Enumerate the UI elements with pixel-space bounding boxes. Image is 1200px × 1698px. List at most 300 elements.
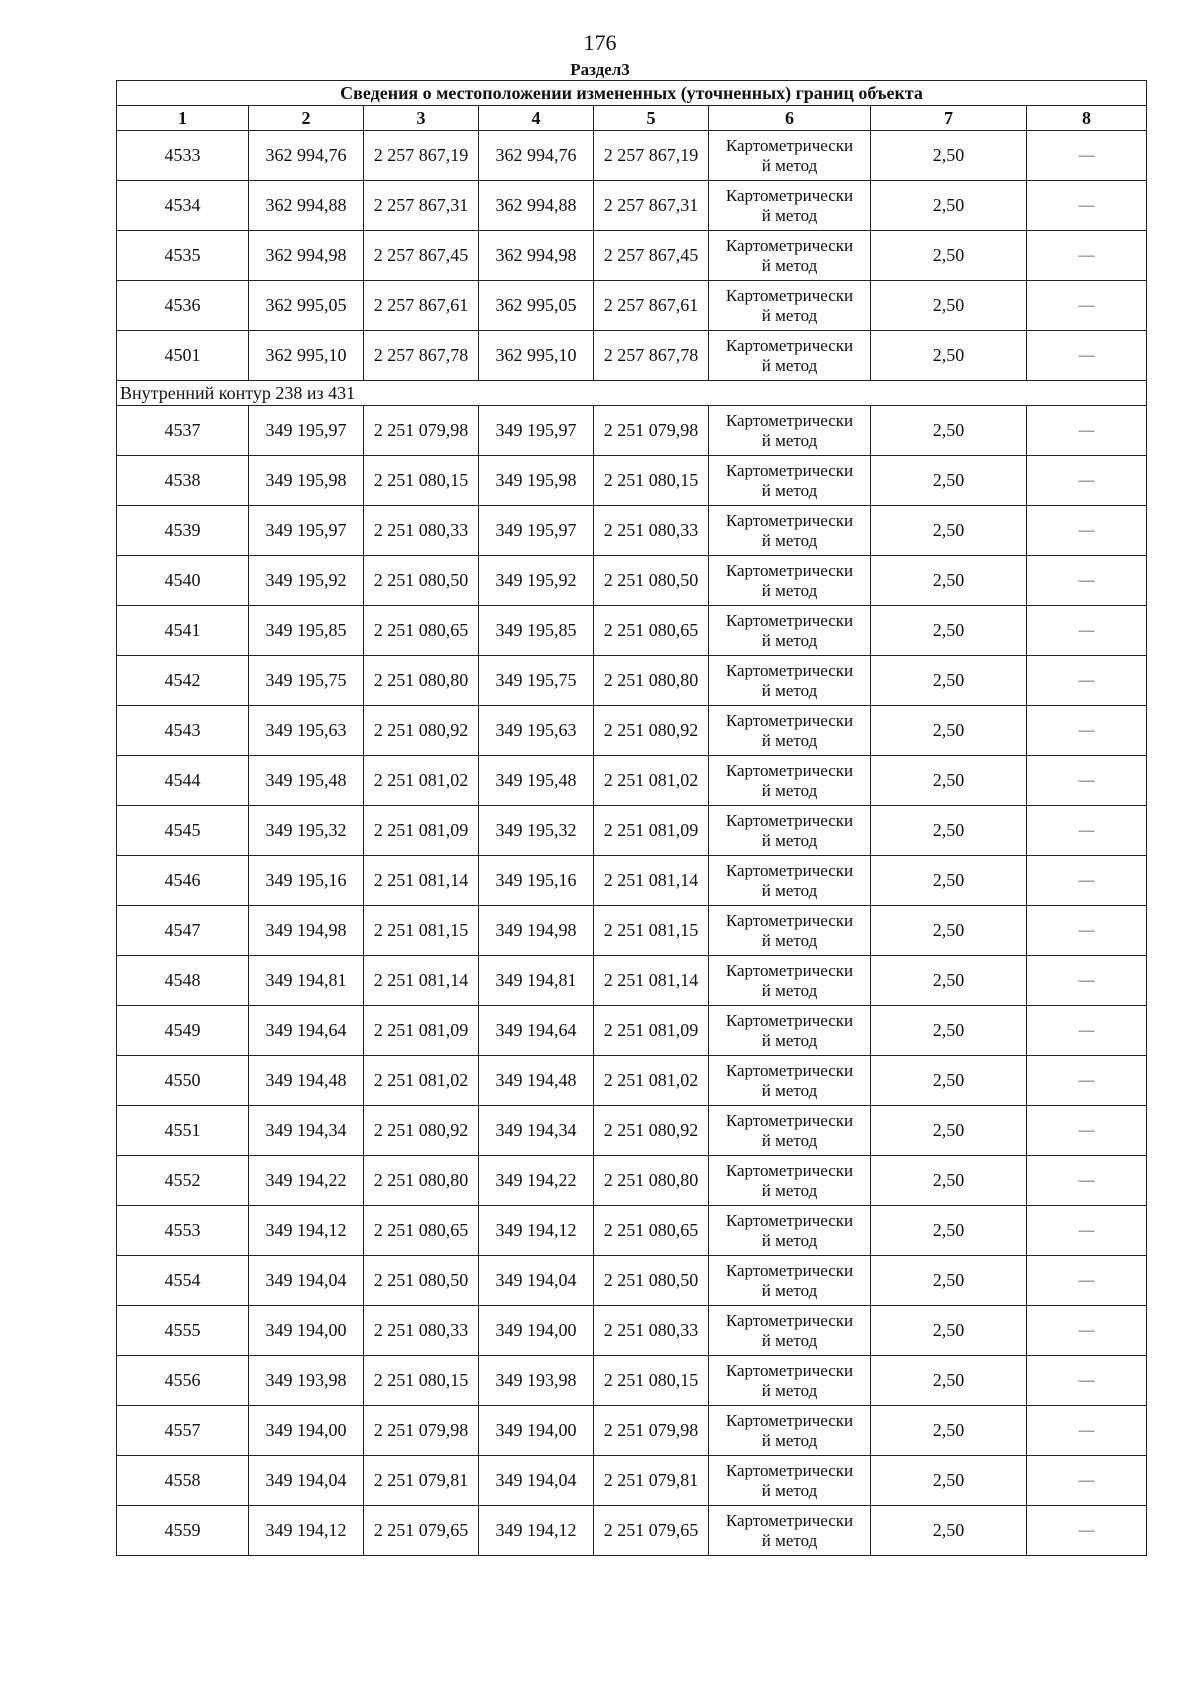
existing-x-cell: 349 194,48 xyxy=(249,1056,364,1106)
refined-x-cell: 349 195,85 xyxy=(479,606,594,656)
refined-y-cell: 2 257 867,31 xyxy=(594,181,709,231)
existing-y-cell: 2 251 080,80 xyxy=(364,1156,479,1206)
accuracy-cell: 2,50 xyxy=(871,956,1027,1006)
existing-x-cell: 349 194,00 xyxy=(249,1306,364,1356)
existing-x-cell: 349 194,98 xyxy=(249,906,364,956)
method-line-2: й метод xyxy=(761,355,818,375)
method-line-2: й метод xyxy=(761,1530,818,1550)
point-number-cell: 4559 xyxy=(117,1506,249,1556)
refined-y-cell: 2 251 081,14 xyxy=(594,956,709,1006)
point-number-cell: 4546 xyxy=(117,856,249,906)
point-number-cell: 4538 xyxy=(117,456,249,506)
method-cell xyxy=(709,1006,871,1056)
refined-y-cell: 2 251 081,02 xyxy=(594,756,709,806)
refined-y-cell: 2 251 080,65 xyxy=(594,606,709,656)
description-cell: — xyxy=(1027,1056,1147,1106)
method-line-2: й метод xyxy=(761,880,818,900)
table-row xyxy=(117,1456,1147,1506)
existing-y-cell: 2 251 080,50 xyxy=(364,1256,479,1306)
existing-y-cell: 2 251 079,98 xyxy=(364,1406,479,1456)
point-number-cell: 4552 xyxy=(117,1156,249,1206)
refined-x-cell: 349 194,34 xyxy=(479,1106,594,1156)
existing-x-cell: 362 994,76 xyxy=(249,131,364,181)
method-line-1: Картометрически xyxy=(725,185,854,205)
point-number-cell: 4558 xyxy=(117,1456,249,1506)
existing-y-cell: 2 251 079,98 xyxy=(364,406,479,456)
method-line-1: Картометрически xyxy=(725,235,854,255)
method-cell xyxy=(709,281,871,331)
table-row xyxy=(117,131,1147,181)
method-line-2: й метод xyxy=(761,1030,818,1050)
existing-y-cell: 2 251 081,02 xyxy=(364,756,479,806)
description-cell: — xyxy=(1027,406,1147,456)
method-cell xyxy=(709,456,871,506)
table-row xyxy=(117,506,1147,556)
accuracy-cell: 2,50 xyxy=(871,1406,1027,1456)
method-line-2: й метод xyxy=(761,430,818,450)
table-title-row xyxy=(117,81,1147,106)
refined-y-cell: 2 251 081,02 xyxy=(594,1056,709,1106)
point-number-cell: 4534 xyxy=(117,181,249,231)
method-cell xyxy=(709,1156,871,1206)
refined-x-cell: 349 194,64 xyxy=(479,1006,594,1056)
description-cell: — xyxy=(1027,1106,1147,1156)
accuracy-cell: 2,50 xyxy=(871,1506,1027,1556)
existing-x-cell: 349 194,12 xyxy=(249,1506,364,1556)
method-cell xyxy=(709,331,871,381)
method-cell xyxy=(709,1506,871,1556)
description-cell: — xyxy=(1027,506,1147,556)
description-cell: — xyxy=(1027,331,1147,381)
refined-x-cell: 349 194,04 xyxy=(479,1256,594,1306)
method-cell xyxy=(709,1306,871,1356)
refined-x-cell: 349 195,75 xyxy=(479,656,594,706)
column-header: 7 xyxy=(871,106,1027,131)
refined-x-cell: 349 195,97 xyxy=(479,506,594,556)
method-cell xyxy=(709,856,871,906)
method-line-2: й метод xyxy=(761,1180,818,1200)
existing-x-cell: 349 195,48 xyxy=(249,756,364,806)
refined-x-cell: 349 195,32 xyxy=(479,806,594,856)
method-line-2: й метод xyxy=(761,1430,818,1450)
accuracy-cell: 2,50 xyxy=(871,231,1027,281)
existing-y-cell: 2 251 080,15 xyxy=(364,1356,479,1406)
point-number-cell: 4551 xyxy=(117,1106,249,1156)
table-row xyxy=(117,1006,1147,1056)
point-number-cell: 4542 xyxy=(117,656,249,706)
method-cell xyxy=(709,406,871,456)
table-row xyxy=(117,1406,1147,1456)
existing-x-cell: 349 195,92 xyxy=(249,556,364,606)
table-row xyxy=(117,331,1147,381)
column-header: 1 xyxy=(117,106,249,131)
method-line-2: й метод xyxy=(761,155,818,175)
accuracy-cell: 2,50 xyxy=(871,506,1027,556)
method-cell xyxy=(709,1356,871,1406)
refined-y-cell: 2 251 080,50 xyxy=(594,556,709,606)
method-line-1: Картометрически xyxy=(725,1510,854,1530)
method-line-1: Картометрически xyxy=(725,1060,854,1080)
method-line-2: й метод xyxy=(761,1380,818,1400)
refined-y-cell: 2 251 079,65 xyxy=(594,1506,709,1556)
refined-x-cell: 362 994,76 xyxy=(479,131,594,181)
point-number-cell: 4547 xyxy=(117,906,249,956)
section-title: Раздел3 xyxy=(570,60,630,79)
description-cell: — xyxy=(1027,1406,1147,1456)
column-numbers-row xyxy=(117,106,1147,131)
refined-x-cell: 349 195,63 xyxy=(479,706,594,756)
page-number: 176 xyxy=(583,30,617,55)
table-row xyxy=(117,906,1147,956)
method-cell xyxy=(709,1106,871,1156)
method-line-1: Картометрически xyxy=(725,610,854,630)
method-line-2: й метод xyxy=(761,930,818,950)
method-cell xyxy=(709,956,871,1006)
existing-y-cell: 2 251 080,15 xyxy=(364,456,479,506)
method-line-1: Картометрически xyxy=(725,1360,854,1380)
method-line-2: й метод xyxy=(761,1280,818,1300)
refined-y-cell: 2 257 867,19 xyxy=(594,131,709,181)
method-line-2: й метод xyxy=(761,1230,818,1250)
table-row xyxy=(117,1256,1147,1306)
table-row xyxy=(117,1506,1147,1556)
column-header: 2 xyxy=(249,106,364,131)
method-cell xyxy=(709,231,871,281)
method-line-2: й метод xyxy=(761,680,818,700)
point-number-cell: 4501 xyxy=(117,331,249,381)
refined-y-cell: 2 251 081,09 xyxy=(594,806,709,856)
refined-y-cell: 2 251 080,92 xyxy=(594,706,709,756)
refined-y-cell: 2 251 081,09 xyxy=(594,1006,709,1056)
existing-x-cell: 349 194,12 xyxy=(249,1206,364,1256)
description-cell: — xyxy=(1027,756,1147,806)
method-line-2: й метод xyxy=(761,730,818,750)
method-cell xyxy=(709,181,871,231)
table-row xyxy=(117,606,1147,656)
table-title: Сведения о местоположении измененных (уточненных) границ объекта xyxy=(117,81,1147,106)
table-row xyxy=(117,656,1147,706)
refined-x-cell: 349 194,98 xyxy=(479,906,594,956)
refined-x-cell: 349 194,48 xyxy=(479,1056,594,1106)
description-cell: — xyxy=(1027,1456,1147,1506)
method-line-1: Картометрически xyxy=(725,1210,854,1230)
existing-x-cell: 349 194,81 xyxy=(249,956,364,1006)
accuracy-cell: 2,50 xyxy=(871,856,1027,906)
existing-y-cell: 2 257 867,45 xyxy=(364,231,479,281)
description-cell: — xyxy=(1027,1006,1147,1056)
table-row xyxy=(117,281,1147,331)
existing-y-cell: 2 251 080,80 xyxy=(364,656,479,706)
method-line-2: й метод xyxy=(761,780,818,800)
method-line-2: й метод xyxy=(761,1480,818,1500)
refined-y-cell: 2 251 080,65 xyxy=(594,1206,709,1256)
existing-x-cell: 362 995,10 xyxy=(249,331,364,381)
method-line-1: Картометрически xyxy=(725,1310,854,1330)
refined-x-cell: 362 995,10 xyxy=(479,331,594,381)
method-line-2: й метод xyxy=(761,580,818,600)
accuracy-cell: 2,50 xyxy=(871,656,1027,706)
existing-y-cell: 2 257 867,31 xyxy=(364,181,479,231)
accuracy-cell: 2,50 xyxy=(871,556,1027,606)
point-number-cell: 4553 xyxy=(117,1206,249,1256)
table-row xyxy=(117,756,1147,806)
existing-y-cell: 2 251 079,81 xyxy=(364,1456,479,1506)
method-line-1: Картометрически xyxy=(725,1410,854,1430)
existing-x-cell: 349 193,98 xyxy=(249,1356,364,1406)
existing-x-cell: 349 195,97 xyxy=(249,506,364,556)
method-line-1: Картометрически xyxy=(725,410,854,430)
existing-y-cell: 2 251 081,09 xyxy=(364,806,479,856)
existing-x-cell: 362 994,98 xyxy=(249,231,364,281)
method-line-1: Картометрически xyxy=(725,810,854,830)
table-row xyxy=(117,1206,1147,1256)
point-number-cell: 4554 xyxy=(117,1256,249,1306)
refined-x-cell: 349 195,92 xyxy=(479,556,594,606)
description-cell: — xyxy=(1027,1256,1147,1306)
existing-y-cell: 2 251 080,92 xyxy=(364,706,479,756)
existing-x-cell: 362 995,05 xyxy=(249,281,364,331)
refined-y-cell: 2 251 081,15 xyxy=(594,906,709,956)
table-row xyxy=(117,1356,1147,1406)
refined-x-cell: 349 194,12 xyxy=(479,1206,594,1256)
contour-label: Внутренний контур 238 из 431 xyxy=(117,381,1147,406)
refined-y-cell: 2 251 080,33 xyxy=(594,506,709,556)
existing-y-cell: 2 251 080,92 xyxy=(364,1106,479,1156)
description-cell: — xyxy=(1027,181,1147,231)
method-line-1: Картометрически xyxy=(725,760,854,780)
boundary-table xyxy=(116,80,1147,1556)
existing-x-cell: 349 194,64 xyxy=(249,1006,364,1056)
method-line-2: й метод xyxy=(761,980,818,1000)
method-line-2: й метод xyxy=(761,830,818,850)
point-number-cell: 4548 xyxy=(117,956,249,1006)
accuracy-cell: 2,50 xyxy=(871,1306,1027,1356)
refined-y-cell: 2 257 867,61 xyxy=(594,281,709,331)
method-line-2: й метод xyxy=(761,305,818,325)
refined-y-cell: 2 251 081,14 xyxy=(594,856,709,906)
existing-y-cell: 2 257 867,78 xyxy=(364,331,479,381)
point-number-cell: 4541 xyxy=(117,606,249,656)
description-cell: — xyxy=(1027,281,1147,331)
description-cell: — xyxy=(1027,906,1147,956)
refined-y-cell: 2 251 080,33 xyxy=(594,1306,709,1356)
point-number-cell: 4549 xyxy=(117,1006,249,1056)
refined-x-cell: 349 195,48 xyxy=(479,756,594,806)
existing-y-cell: 2 251 081,14 xyxy=(364,856,479,906)
method-line-1: Картометрически xyxy=(725,1260,854,1280)
refined-y-cell: 2 251 080,80 xyxy=(594,1156,709,1206)
column-header: 5 xyxy=(594,106,709,131)
existing-y-cell: 2 251 079,65 xyxy=(364,1506,479,1556)
existing-x-cell: 349 195,75 xyxy=(249,656,364,706)
accuracy-cell: 2,50 xyxy=(871,331,1027,381)
existing-x-cell: 349 194,04 xyxy=(249,1256,364,1306)
refined-y-cell: 2 251 080,80 xyxy=(594,656,709,706)
accuracy-cell: 2,50 xyxy=(871,456,1027,506)
description-cell: — xyxy=(1027,456,1147,506)
method-line-1: Картометрически xyxy=(725,460,854,480)
point-number-cell: 4550 xyxy=(117,1056,249,1106)
method-cell xyxy=(709,1206,871,1256)
description-cell: — xyxy=(1027,1206,1147,1256)
existing-y-cell: 2 251 080,65 xyxy=(364,606,479,656)
table-row xyxy=(117,1056,1147,1106)
refined-x-cell: 362 994,98 xyxy=(479,231,594,281)
method-line-2: й метод xyxy=(761,630,818,650)
refined-y-cell: 2 251 079,98 xyxy=(594,406,709,456)
existing-x-cell: 349 195,63 xyxy=(249,706,364,756)
method-line-1: Картометрически xyxy=(725,1460,854,1480)
point-number-cell: 4555 xyxy=(117,1306,249,1356)
point-number-cell: 4556 xyxy=(117,1356,249,1406)
existing-y-cell: 2 251 081,09 xyxy=(364,1006,479,1056)
table-row xyxy=(117,231,1147,281)
method-cell xyxy=(709,706,871,756)
method-cell xyxy=(709,806,871,856)
accuracy-cell: 2,50 xyxy=(871,906,1027,956)
description-cell: — xyxy=(1027,806,1147,856)
refined-y-cell: 2 257 867,45 xyxy=(594,231,709,281)
point-number-cell: 4557 xyxy=(117,1406,249,1456)
existing-y-cell: 2 257 867,61 xyxy=(364,281,479,331)
description-cell: — xyxy=(1027,1156,1147,1206)
table-row xyxy=(117,956,1147,1006)
accuracy-cell: 2,50 xyxy=(871,1256,1027,1306)
method-line-1: Картометрически xyxy=(725,285,854,305)
method-cell xyxy=(709,131,871,181)
point-number-cell: 4543 xyxy=(117,706,249,756)
method-cell xyxy=(709,656,871,706)
refined-x-cell: 349 194,04 xyxy=(479,1456,594,1506)
description-cell: — xyxy=(1027,1356,1147,1406)
existing-x-cell: 349 194,34 xyxy=(249,1106,364,1156)
method-cell xyxy=(709,556,871,606)
accuracy-cell: 2,50 xyxy=(871,281,1027,331)
method-line-1: Картометрически xyxy=(725,710,854,730)
refined-x-cell: 349 194,22 xyxy=(479,1156,594,1206)
method-cell xyxy=(709,756,871,806)
description-cell: — xyxy=(1027,956,1147,1006)
accuracy-cell: 2,50 xyxy=(871,1356,1027,1406)
accuracy-cell: 2,50 xyxy=(871,406,1027,456)
table-row xyxy=(117,706,1147,756)
method-cell xyxy=(709,506,871,556)
existing-x-cell: 349 194,04 xyxy=(249,1456,364,1506)
column-header: 8 xyxy=(1027,106,1147,131)
point-number-cell: 4544 xyxy=(117,756,249,806)
contour-row xyxy=(117,381,1147,406)
existing-x-cell: 349 195,98 xyxy=(249,456,364,506)
method-cell xyxy=(709,1256,871,1306)
existing-y-cell: 2 251 081,14 xyxy=(364,956,479,1006)
table-row xyxy=(117,406,1147,456)
method-line-2: й метод xyxy=(761,1330,818,1350)
method-line-1: Картометрически xyxy=(725,960,854,980)
accuracy-cell: 2,50 xyxy=(871,756,1027,806)
method-line-2: й метод xyxy=(761,255,818,275)
description-cell: — xyxy=(1027,1306,1147,1356)
method-cell xyxy=(709,1056,871,1106)
point-number-cell: 4533 xyxy=(117,131,249,181)
existing-x-cell: 349 194,00 xyxy=(249,1406,364,1456)
refined-x-cell: 349 194,00 xyxy=(479,1406,594,1456)
table-row xyxy=(117,806,1147,856)
method-line-2: й метод xyxy=(761,480,818,500)
accuracy-cell: 2,50 xyxy=(871,606,1027,656)
existing-x-cell: 349 194,22 xyxy=(249,1156,364,1206)
table-row xyxy=(117,181,1147,231)
table-row xyxy=(117,556,1147,606)
existing-x-cell: 362 994,88 xyxy=(249,181,364,231)
refined-y-cell: 2 251 079,81 xyxy=(594,1456,709,1506)
point-number-cell: 4539 xyxy=(117,506,249,556)
point-number-cell: 4536 xyxy=(117,281,249,331)
existing-y-cell: 2 251 081,02 xyxy=(364,1056,479,1106)
accuracy-cell: 2,50 xyxy=(871,1156,1027,1206)
method-line-2: й метод xyxy=(761,1080,818,1100)
column-header: 6 xyxy=(709,106,871,131)
description-cell: — xyxy=(1027,556,1147,606)
table-row xyxy=(117,1156,1147,1206)
description-cell: — xyxy=(1027,706,1147,756)
accuracy-cell: 2,50 xyxy=(871,706,1027,756)
description-cell: — xyxy=(1027,231,1147,281)
method-line-2: й метод xyxy=(761,1130,818,1150)
method-cell xyxy=(709,1456,871,1506)
point-number-cell: 4545 xyxy=(117,806,249,856)
table-row xyxy=(117,1306,1147,1356)
existing-x-cell: 349 195,16 xyxy=(249,856,364,906)
existing-x-cell: 349 195,97 xyxy=(249,406,364,456)
refined-y-cell: 2 251 079,98 xyxy=(594,1406,709,1456)
method-line-1: Картометрически xyxy=(725,510,854,530)
method-line-1: Картометрически xyxy=(725,1010,854,1030)
refined-x-cell: 349 194,12 xyxy=(479,1506,594,1556)
refined-x-cell: 349 194,81 xyxy=(479,956,594,1006)
refined-x-cell: 349 193,98 xyxy=(479,1356,594,1406)
existing-y-cell: 2 251 080,65 xyxy=(364,1206,479,1256)
existing-y-cell: 2 251 080,33 xyxy=(364,1306,479,1356)
point-number-cell: 4535 xyxy=(117,231,249,281)
refined-y-cell: 2 251 080,50 xyxy=(594,1256,709,1306)
table-row xyxy=(117,1106,1147,1156)
column-header: 4 xyxy=(479,106,594,131)
method-line-1: Картометрически xyxy=(725,860,854,880)
refined-y-cell: 2 251 080,15 xyxy=(594,456,709,506)
table-body xyxy=(117,131,1147,1556)
refined-x-cell: 349 195,97 xyxy=(479,406,594,456)
accuracy-cell: 2,50 xyxy=(871,131,1027,181)
refined-x-cell: 349 195,98 xyxy=(479,456,594,506)
existing-x-cell: 349 195,32 xyxy=(249,806,364,856)
table-row xyxy=(117,456,1147,506)
method-line-1: Картометрически xyxy=(725,335,854,355)
accuracy-cell: 2,50 xyxy=(871,1006,1027,1056)
description-cell: — xyxy=(1027,656,1147,706)
existing-y-cell: 2 257 867,19 xyxy=(364,131,479,181)
method-line-2: й метод xyxy=(761,530,818,550)
accuracy-cell: 2,50 xyxy=(871,1456,1027,1506)
method-cell xyxy=(709,606,871,656)
column-header: 3 xyxy=(364,106,479,131)
refined-y-cell: 2 257 867,78 xyxy=(594,331,709,381)
refined-x-cell: 349 194,00 xyxy=(479,1306,594,1356)
method-cell xyxy=(709,906,871,956)
description-cell: — xyxy=(1027,856,1147,906)
accuracy-cell: 2,50 xyxy=(871,1206,1027,1256)
method-line-1: Картометрически xyxy=(725,560,854,580)
existing-x-cell: 349 195,85 xyxy=(249,606,364,656)
